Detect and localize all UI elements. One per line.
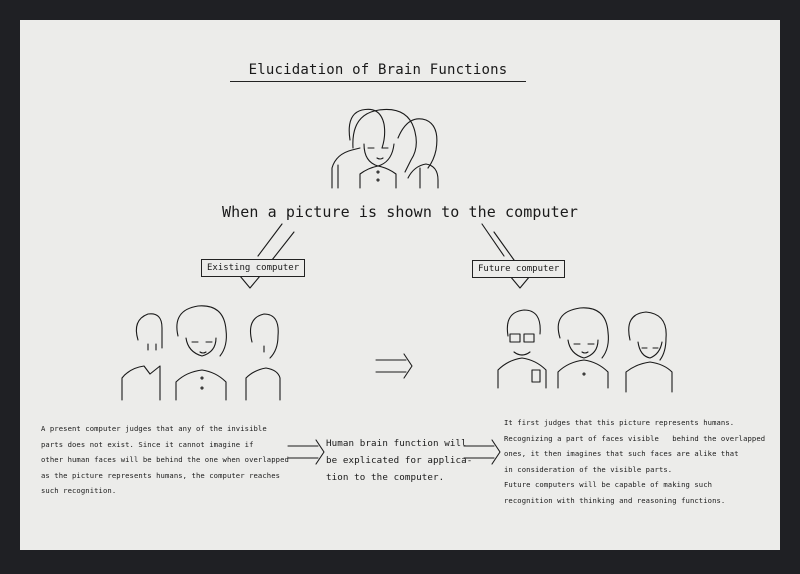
brain-function-statement: Human brain function will be explicated for applica- tion to the computer. bbox=[326, 438, 473, 483]
bottom-arrow-left bbox=[288, 440, 324, 464]
future-computer-description: It first judges that this picture represents humans. Recognizing a part of faces visible behind the overlapped ones, it then imagines that such faces are alike that in consideration of the visible parts. Future computers will be capable of making such recognition with thinking and reasoning functions. bbox=[504, 418, 766, 505]
future-computer-label: Future computer bbox=[472, 260, 565, 278]
arrow-to-future bbox=[482, 224, 530, 288]
document-title: Elucidation of Brain Functions bbox=[230, 62, 526, 82]
document-sheet bbox=[20, 20, 780, 550]
center-arrow bbox=[376, 354, 412, 378]
headline: When a picture is shown to the computer bbox=[221, 203, 579, 221]
existing-computer-faces bbox=[122, 306, 280, 400]
existing-computer-label: Existing computer bbox=[201, 259, 305, 277]
future-computer-faces bbox=[498, 308, 672, 392]
overlapped-people-illustration bbox=[332, 109, 438, 188]
existing-computer-description: A present computer judges that any of the invisible parts does not exist. Since it cannot imagine if other human faces will be behind the one when overlapped as the picture represents humans, the computer reaches such recognition. bbox=[41, 424, 289, 495]
arrow-to-existing bbox=[240, 224, 294, 288]
